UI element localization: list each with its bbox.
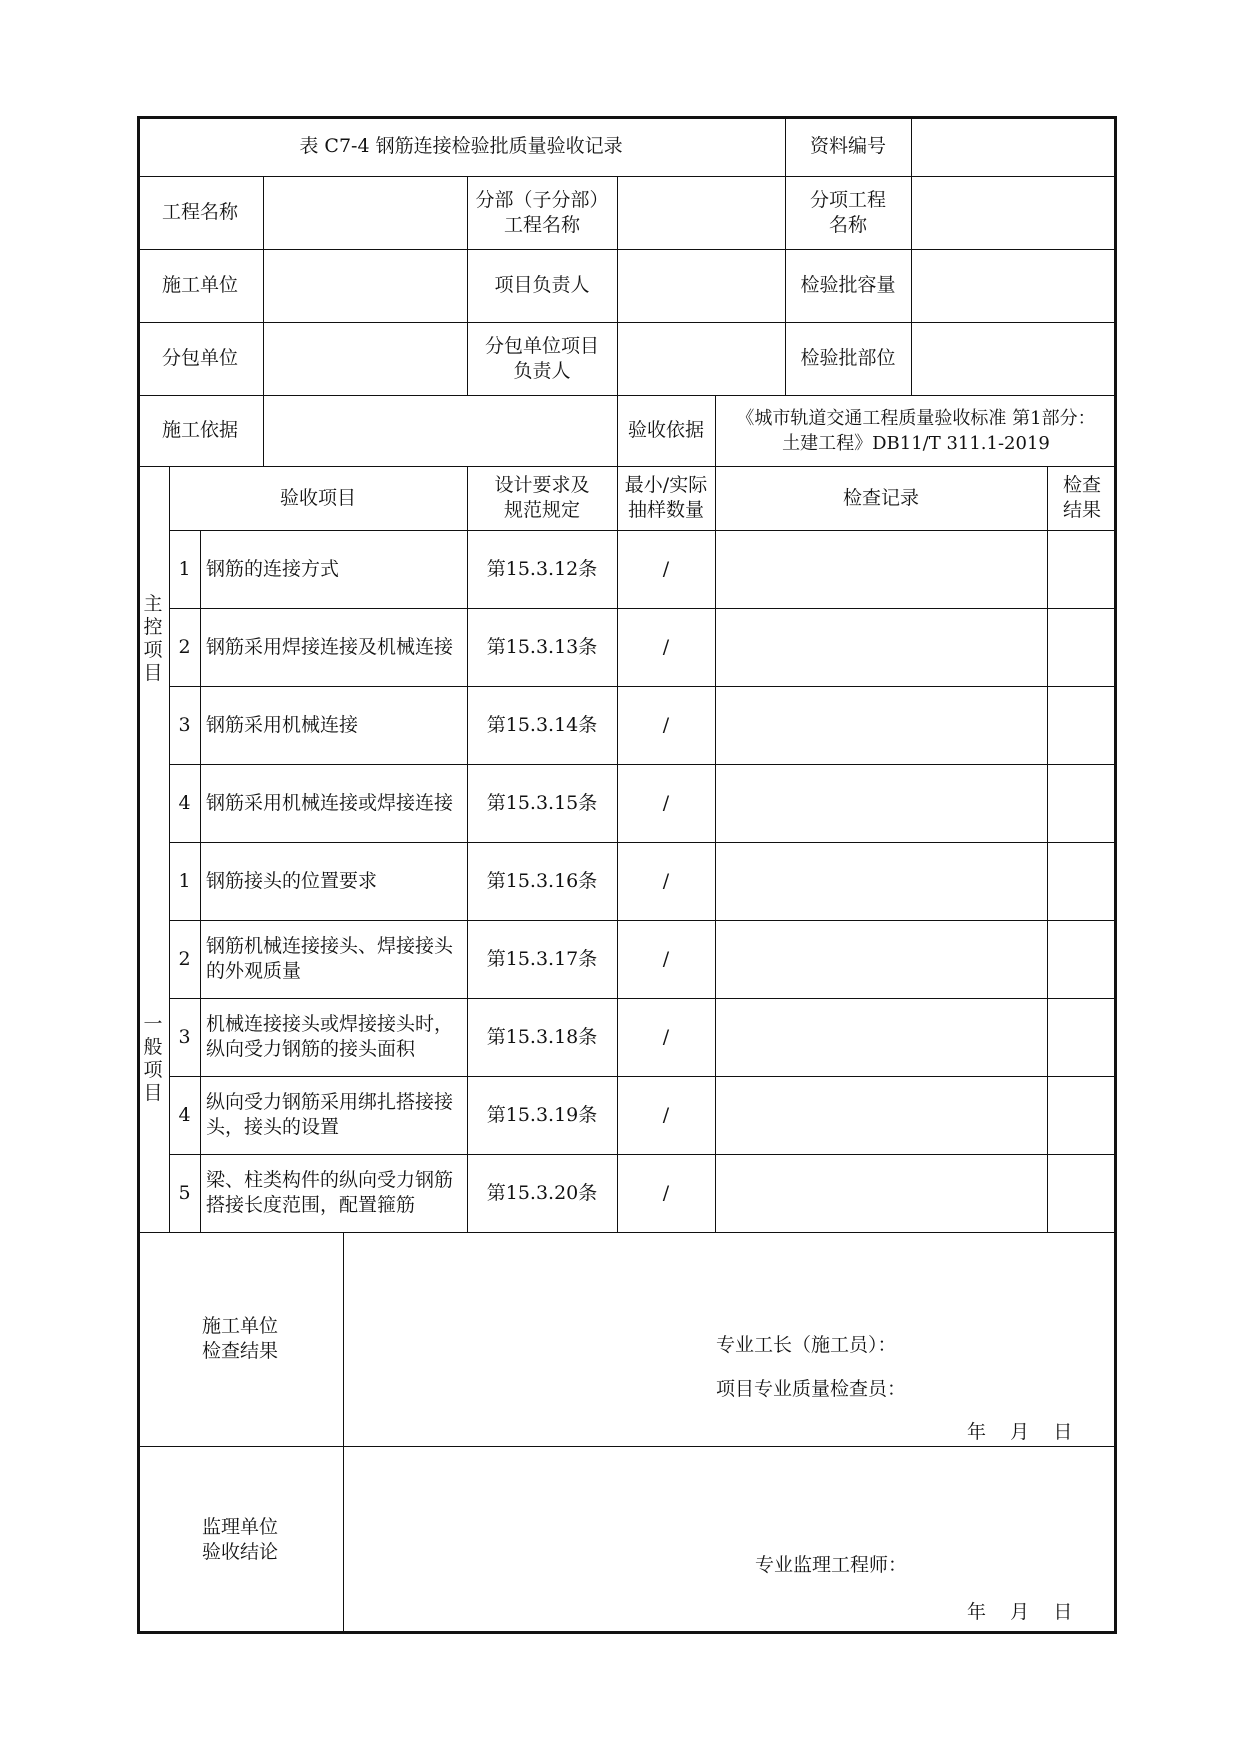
general-row-2-item: 钢筋机械连接接头、焊接接头 的外观质量 (206, 935, 454, 982)
grid-line (169, 764, 1117, 765)
general-char-2: 般 (143, 1035, 163, 1058)
general-row-4-sample: / (662, 1103, 670, 1126)
header-item: 验收项目 (279, 486, 356, 509)
grid-line (169, 466, 170, 1232)
main-row-4-clause: 第15.3.15条 (486, 791, 598, 814)
header-result: 检查 结果 (1062, 474, 1101, 521)
general-char-4: 目 (143, 1081, 163, 1104)
main-control-char-4: 目 (143, 661, 163, 684)
header-record: 检查记录 (842, 486, 919, 509)
main-control-char-3: 项 (143, 638, 163, 661)
foreman-signature-label: 专业工长（施工员）： (716, 1334, 897, 1356)
main-row-3-no: 3 (178, 713, 191, 736)
grid-line (467, 466, 468, 1232)
main-row-1-item: 钢筋的连接方式 (206, 557, 340, 580)
main-row-2-no: 2 (178, 635, 191, 658)
main-row-2-sample: / (662, 635, 670, 658)
general-char-3: 项 (143, 1058, 163, 1081)
table-frame (137, 116, 1117, 1634)
construction-check-date: 年 月 日 (967, 1421, 1073, 1443)
main-row-4-item: 钢筋采用机械连接或焊接连接 (206, 791, 454, 814)
subcontractor-label: 分包单位 (161, 347, 238, 369)
grid-line (137, 1446, 1117, 1447)
main-row-1-no: 1 (178, 557, 191, 580)
general-row-1-clause: 第15.3.16条 (486, 869, 598, 892)
grid-line (169, 920, 1117, 921)
main-row-3-item: 钢筋采用机械连接 (206, 713, 359, 736)
grid-line (137, 249, 1117, 250)
project-name-label: 工程名称 (161, 201, 238, 223)
grid-line (137, 395, 1117, 396)
form-title: 表 C7-4 钢筋连接检验批质量验收记录 (299, 134, 623, 157)
general-row-1-sample: / (662, 869, 670, 892)
general-row-1-no: 1 (178, 869, 191, 892)
acceptance-basis-label: 验收依据 (627, 419, 704, 441)
main-row-4-sample: / (662, 791, 670, 814)
header-sample-qty: 最小/实际 抽样数量 (624, 474, 708, 521)
grid-line (137, 1232, 1117, 1233)
engineer-signature-label: 专业监理工程师： (755, 1554, 908, 1576)
sub-item-label: 分项工程 名称 (809, 188, 886, 236)
grid-line (169, 842, 1117, 843)
inspection-record-form (137, 116, 1117, 1634)
main-row-2-item: 钢筋采用焊接连接及机械连接 (206, 635, 454, 658)
header-design-req: 设计要求及 规范规定 (494, 474, 590, 521)
general-row-3-clause: 第15.3.18条 (486, 1025, 598, 1048)
grid-line (911, 116, 912, 395)
grid-line (343, 1232, 344, 1634)
main-row-3-sample: / (662, 713, 670, 736)
doc-no-label: 资料编号 (809, 134, 886, 157)
supervision-label: 监理单位 验收结论 (201, 1516, 278, 1563)
acceptance-basis-value: 《城市轨道交通工程质量验收标准 第1部分： 土建工程》DB11/T 311.1-2019 (736, 407, 1096, 454)
general-row-4-no: 4 (178, 1103, 191, 1126)
batch-capacity-label: 检验批容量 (800, 274, 896, 296)
subcontractor-manager-label: 分包单位项目 负责人 (484, 334, 599, 382)
general-row-4-clause: 第15.3.19条 (486, 1103, 598, 1126)
batch-location-label: 检验批部位 (800, 347, 896, 369)
general-row-2-clause: 第15.3.17条 (486, 947, 598, 970)
construction-unit-label: 施工单位 (161, 274, 238, 296)
grid-line (137, 466, 1117, 467)
general-char-1: 一 (143, 1012, 163, 1035)
grid-line (169, 1154, 1117, 1155)
grid-line (169, 1076, 1117, 1077)
grid-line (617, 176, 618, 1232)
inspector-signature-label: 项目专业质量检查员： (716, 1378, 907, 1400)
grid-line (137, 322, 1117, 323)
sub-division-label: 分部（子分部） 工程名称 (475, 188, 609, 236)
general-row-5-no: 5 (178, 1181, 191, 1204)
grid-line (785, 116, 786, 395)
general-row-5-clause: 第15.3.20条 (486, 1181, 598, 1204)
general-row-2-sample: / (662, 947, 670, 970)
grid-line (467, 176, 468, 395)
main-row-2-clause: 第15.3.13条 (486, 635, 598, 658)
main-row-4-no: 4 (178, 791, 191, 814)
main-row-3-clause: 第15.3.14条 (486, 713, 598, 736)
main-row-1-clause: 第15.3.12条 (486, 557, 598, 580)
general-row-3-item: 机械连接接头或焊接接头时， 纵向受力钢筋的接头面积 (206, 1013, 454, 1060)
general-row-5-item: 梁、柱类构件的纵向受力钢筋 搭接长度范围，配置箍筋 (206, 1169, 454, 1216)
grid-line (200, 530, 201, 1232)
general-row-4-item: 纵向受力钢筋采用绑扎搭接接 头，接头的设置 (206, 1091, 454, 1138)
main-control-char-2: 控 (143, 615, 163, 638)
construction-basis-label: 施工依据 (161, 419, 238, 441)
grid-line (169, 530, 1117, 531)
general-row-3-sample: / (662, 1025, 670, 1048)
grid-line (1047, 466, 1048, 1232)
grid-line (137, 176, 1117, 177)
supervision-date: 年 月 日 (967, 1601, 1073, 1623)
general-row-3-no: 3 (178, 1025, 191, 1048)
general-row-1-item: 钢筋接头的位置要求 (206, 869, 378, 892)
grid-line (263, 176, 264, 466)
main-row-1-sample: / (662, 557, 670, 580)
grid-line (169, 686, 1117, 687)
grid-line (715, 395, 716, 1232)
general-row-2-no: 2 (178, 947, 191, 970)
grid-line (169, 998, 1117, 999)
main-control-char-1: 主 (143, 592, 163, 615)
grid-line (169, 608, 1117, 609)
project-manager-label: 项目负责人 (494, 274, 590, 296)
general-row-5-sample: / (662, 1181, 670, 1204)
construction-check-label: 施工单位 检查结果 (201, 1315, 278, 1362)
